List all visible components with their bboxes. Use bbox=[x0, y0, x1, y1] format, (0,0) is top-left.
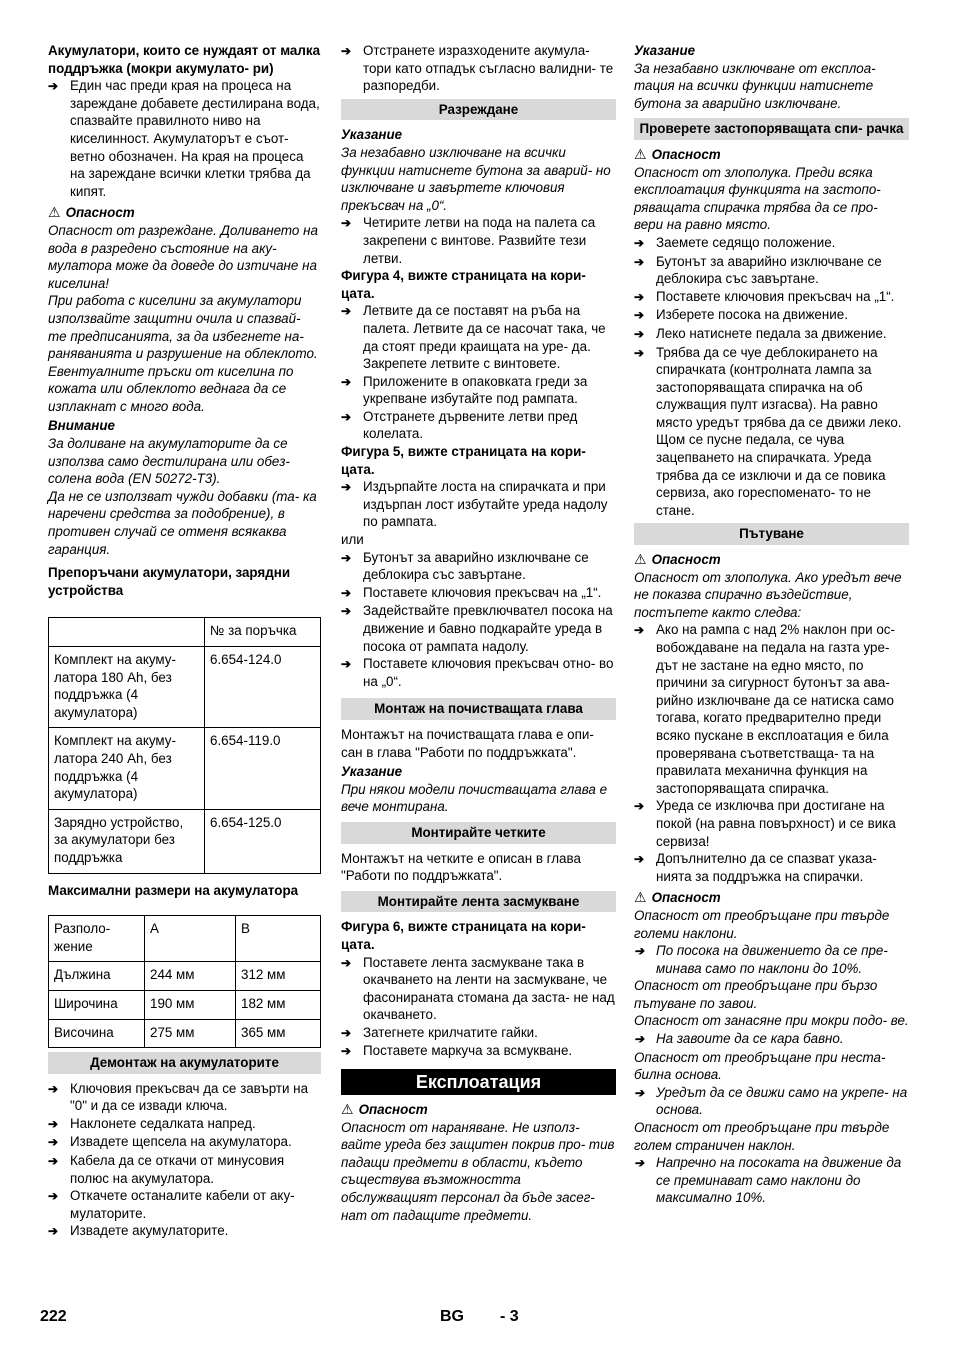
warning-text: Опасност от преобръщане при твърде големи наклони. bbox=[634, 907, 890, 941]
recommended-table bbox=[48, 617, 321, 873]
arrow-right-icon bbox=[48, 1133, 70, 1152]
list-item: ➔ Леко натиснете педала за движение. bbox=[634, 325, 909, 344]
warning-text: Опасност от занасяне при мокри подо- ве. bbox=[634, 1013, 909, 1029]
warning-triangle-icon: ⚠ bbox=[48, 204, 61, 221]
arrow-right-icon bbox=[341, 302, 363, 372]
arrow-right-icon bbox=[341, 549, 363, 584]
arrow-right-icon bbox=[341, 655, 363, 690]
section-heading-parking-brake: Проверете застопоряващата спи- рачка bbox=[634, 118, 909, 140]
arrow-right-icon bbox=[48, 1152, 70, 1187]
warning-triangle-icon: ⚠ bbox=[634, 889, 647, 906]
heading-wet-batteries: Акумулатори, които се нуждаят от малка поддръжка (мокри акумулато- ри) bbox=[48, 43, 321, 76]
attention-label: Внимание bbox=[48, 418, 116, 434]
arrow-right-icon bbox=[634, 253, 656, 288]
warning-triangle-icon: ⚠ bbox=[634, 145, 647, 162]
note-text: За незабавно изключване от експлоа- тация на всички функции натиснете бутона за аварийно изключване. bbox=[634, 60, 876, 111]
note-label: Указание bbox=[341, 127, 403, 143]
table-row: Зарядно устройство, за акумулатори без поддръжка 6.654-125.0 bbox=[49, 809, 321, 873]
arrow-right-icon bbox=[634, 1084, 656, 1119]
figure-reference: Фигура 5, вижте страницата на кори- цата. bbox=[341, 444, 586, 477]
list-item: ➔ На завоите да се кара бавно. bbox=[634, 1030, 909, 1049]
arrow-right-icon bbox=[634, 621, 656, 797]
table-row: Комплект на акуму- латора 240 Ah, без поддръжка (4 акумулатора) 6.654-119.0 bbox=[49, 728, 321, 809]
warning-text: Опасност от преобръщане при бързо пътуване по завои. bbox=[634, 978, 878, 1011]
heading-recommended: Препоръчани акумулатори, зарядни устройства bbox=[48, 565, 291, 598]
list-item: ➔ Изберете посока на движение. bbox=[634, 306, 909, 325]
column-1 bbox=[48, 42, 321, 1241]
list-item: ➔ Уреда се изключва при достигане на покой (на равна повърхност) и се вика сервиза! bbox=[634, 797, 909, 850]
arrow-right-icon bbox=[48, 1222, 70, 1241]
table-header-row: № за поръчка bbox=[49, 618, 321, 647]
section-page-number: - 3 bbox=[500, 1308, 519, 1325]
table-row: Дължина 244 мм 312 мм bbox=[49, 962, 321, 991]
arrow-right-icon bbox=[48, 1187, 70, 1222]
list-item: ➔ По посока на движението да се пре- минава само по наклони до 10%. bbox=[634, 942, 909, 977]
warning-text: Опасност от злополука. Ако уредът вече не показва спирачно въздействие, постъпете както следва: bbox=[634, 569, 902, 620]
list-item: ➔ Допълнително да се спазват указа- нията за поддръжка на спирачки. bbox=[634, 850, 909, 885]
attention-text: Да не се използват чужди добавки (та- ка наречени средства за подобрение), в противен случай се отменя всякаква гаранция. bbox=[48, 488, 317, 557]
arrow-right-icon bbox=[634, 234, 656, 253]
list-item: ➔ Отстранете изразходените акумула- тори като отпадък съгласно валидни- те разпоредби. bbox=[341, 42, 616, 95]
section-heading-driving: Пътуване bbox=[634, 523, 909, 545]
arrow-right-icon bbox=[634, 306, 656, 325]
page-number: 222 bbox=[40, 1308, 67, 1325]
arrow-right-icon bbox=[634, 325, 656, 344]
section-heading-demontage: Демонтаж на акумулаторите bbox=[48, 1052, 321, 1074]
arrow-right-icon bbox=[48, 1080, 70, 1115]
list-item: ➔ Кабела да се откачи от минусовия полюс на акумулатора. bbox=[48, 1152, 321, 1187]
warning-triangle-icon: ⚠ bbox=[634, 551, 647, 568]
figure-reference: Фигура 6, вижте страницата на кори- цата. bbox=[341, 919, 586, 952]
list-item: ➔ Бутонът за аварийно изключване се деблокира със завъртане. bbox=[634, 253, 909, 288]
list-item: ➔ Уредът да се движи само на укрепе- на основа. bbox=[634, 1084, 909, 1119]
warning-text: При работа с киселини за акумулатори използвайте защитни очила и спазвай- те предписанията, за да избегнете на- раняванията и разрушение на облеклото. Евентуалните пръски от киселина по кожата или облеклото веднага да се изплакнат с много вода. bbox=[48, 293, 318, 414]
arrow-right-icon bbox=[48, 77, 70, 200]
language-code: BG bbox=[440, 1308, 464, 1325]
arrow-right-icon bbox=[341, 1042, 363, 1061]
warning-text: Опасност от преобръщане при неста- билна основа. bbox=[634, 1049, 886, 1083]
list-item: ➔ Трябва да се чуе деблокирането на спирачката (контролната лампа за застопоряващата спирачка на об служващия пулт изгасва). На равно място уредът трябва да се движи леко. Щом се пусне педала, се чува зацепването на спирачката. Уреда трябва да се изключи и да се повика сервиза, ако гореспоменато- то не стане. bbox=[634, 344, 909, 520]
warning-heading: ⚠ Опасност bbox=[634, 145, 721, 162]
list-item: ➔ Поставете ключовия прекъсвач на „1“. bbox=[341, 584, 616, 603]
arrow-right-icon bbox=[634, 1030, 656, 1049]
list-item: ➔ Наклонете седалката напред. bbox=[48, 1115, 321, 1134]
arrow-right-icon bbox=[634, 1154, 656, 1207]
arrow-right-icon bbox=[48, 1115, 70, 1134]
note-label: Указание bbox=[634, 43, 696, 58]
table-row: Широчина 190 мм 182 мм bbox=[49, 990, 321, 1019]
note-text: За незабавно изключване на всички функции натиснете бутона за аварий- но изключване и завъртете ключовия прекъсвач на „0“. bbox=[341, 144, 611, 213]
list-item: ➔ Един час преди края на процеса на зареждане добавете дестилирана вода, спазвайте правилното ниво на киселинност. Акумулаторът е съот- ветно обозначен. На края на процеса на зареждане всички клетки трябва да кипят. bbox=[48, 77, 321, 200]
warning-heading: ⚠ Опасност bbox=[634, 551, 721, 568]
chapter-heading-operation: Експлоатация bbox=[341, 1069, 616, 1095]
list-item: ➔ Напречно на посоката на движение да се преминават само наклони до максимално 10%. bbox=[634, 1154, 909, 1207]
arrow-right-icon bbox=[341, 408, 363, 443]
warning-text: Опасност от преобръщане при твърде голем страничен наклон. bbox=[634, 1120, 890, 1153]
arrow-right-icon bbox=[634, 344, 656, 520]
arrow-right-icon bbox=[634, 942, 656, 977]
warning-text: Опасност от нараняване. Не използ- вайте уреда без защитен покрив про- тив падащи предмети в области, където съществува възможността обслужващият персонал да бъде засег- нат от падащите предмети. bbox=[341, 1119, 615, 1223]
section-heading-suction: Монтирайте лента засмукване bbox=[341, 891, 616, 913]
body-text: Монтажът на четките е описан в глава "Работи по поддръжката". bbox=[341, 850, 581, 884]
list-item: ➔ Издърпайте лоста на спирачката и при издърпан лост избутайте уреда надолу по рампата. bbox=[341, 478, 616, 531]
list-item: ➔ Поставете ключовия прекъсвач отно- во на „0“. bbox=[341, 655, 616, 690]
list-item: ➔ Ако на рампа с над 2% наклон при ос- вобождаване на педала на газта уре- дът не застане на едно място, по причини за сигурност бутонът за ава- рийно изключване да се натиска само тогава, когато предварително преди всяко пускане в експлоатация е била проверявана съответстваща- та на правилата механична функция на застопоряващата спирачка. bbox=[634, 621, 909, 797]
list-item: ➔ Поставете ключовия прекъсвач на „1“. bbox=[634, 288, 909, 307]
heading-max-dimensions: Максимални размери на акумулатора bbox=[48, 882, 299, 898]
figure-reference: Фигура 4, вижте страницата на кори- цата. bbox=[341, 268, 586, 301]
list-item: ➔ Летвите да се поставят на ръба на палета. Летвите да се насочат така, че да стоят преди краищата на уре- да. Закрепете летвите с винтовете. bbox=[341, 302, 616, 372]
arrow-right-icon bbox=[341, 42, 363, 95]
section-heading-cleaning-head: Монтаж на почистващата глава bbox=[341, 698, 616, 720]
list-item: ➔ Ключовия прекъсвач да се завърти на "0" и да се извади ключа. bbox=[48, 1080, 321, 1115]
list-item: ➔ Бутонът за аварийно изключване се деблокира със завъртане. bbox=[341, 549, 616, 584]
warning-heading: ⚠ Опасност bbox=[341, 1101, 428, 1118]
or-text: или bbox=[341, 532, 364, 548]
arrow-right-icon bbox=[634, 850, 656, 885]
list-item: ➔ Приложените в опаковката греди за укрепване избутайте под рампата. bbox=[341, 373, 616, 408]
list-item: ➔ Затегнете крилчатите гайки. bbox=[341, 1024, 616, 1043]
dimensions-table bbox=[48, 915, 321, 1048]
body-text: Монтажът на почистващата глава е опи- сан в глава "Работи по поддръжката". bbox=[341, 726, 594, 760]
arrow-right-icon bbox=[341, 1024, 363, 1043]
list-item: ➔ Заемете седящо положение. bbox=[634, 234, 909, 253]
warning-heading: ⚠ Опасност bbox=[634, 889, 721, 906]
list-item: ➔ Поставете маркуча за всмукване. bbox=[341, 1042, 616, 1061]
column-2 bbox=[341, 42, 616, 1224]
table-row: Комплект на акуму- латора 180 Ah, без поддръжка (4 акумулатора) 6.654-124.0 bbox=[49, 647, 321, 728]
arrow-right-icon bbox=[341, 954, 363, 1024]
warning-triangle-icon: ⚠ bbox=[341, 1101, 354, 1118]
arrow-right-icon bbox=[634, 797, 656, 850]
section-heading-discharge: Разреждане bbox=[341, 99, 616, 121]
column-3 bbox=[634, 42, 909, 1207]
list-item: ➔ Извадете щепсела на акумулатора. bbox=[48, 1133, 321, 1152]
list-item: ➔ Задействайте превключвател посока на движение и бавно подкарайте уреда в посока от рампата надолу. bbox=[341, 602, 616, 655]
list-item: ➔ Извадете акумулаторите. bbox=[48, 1222, 321, 1241]
list-item: ➔ Откачете останалите кабели от аку- мулаторите. bbox=[48, 1187, 321, 1222]
arrow-right-icon bbox=[341, 373, 363, 408]
arrow-right-icon bbox=[341, 214, 363, 267]
table-row: Височина 275 мм 365 мм bbox=[49, 1019, 321, 1048]
arrow-right-icon bbox=[634, 288, 656, 307]
warning-text: Опасност от разреждане. Доливането на вода в разредено състояние на аку- мулатора може да доведе до изтичане на киселина! bbox=[48, 222, 318, 291]
arrow-right-icon bbox=[341, 602, 363, 655]
note-label: Указание bbox=[341, 764, 403, 780]
warning-heading: ⚠ Опасност bbox=[48, 204, 135, 221]
note-text: При някои модели почистващата глава е вече монтирана. bbox=[341, 781, 608, 815]
list-item: ➔ Поставете лента засмукване така в окачването на ленти на засмукване, че фасонираната стомана да заста- не над окачването. bbox=[341, 954, 616, 1024]
attention-text: За доливане на акумулаторите да се използва само дестилирана или обез- солена вода (EN 50272-T3). bbox=[48, 436, 290, 487]
table-header-row: Разполо- жение A B bbox=[49, 916, 321, 962]
arrow-right-icon bbox=[341, 584, 363, 603]
list-item: ➔ Отстранете дървените летви пред колелата. bbox=[341, 408, 616, 443]
arrow-right-icon bbox=[341, 478, 363, 531]
list-item: ➔ Четирите летви на пода на палета са закрепени с винтове. Развийте тези летви. bbox=[341, 214, 616, 267]
warning-text: Опасност от злополука. Преди всяка експлоатация функцията на застопо- ряващата спирачка трябва да се про- вери на равно място. bbox=[634, 164, 881, 233]
section-heading-brushes: Монтирайте четките bbox=[341, 822, 616, 844]
